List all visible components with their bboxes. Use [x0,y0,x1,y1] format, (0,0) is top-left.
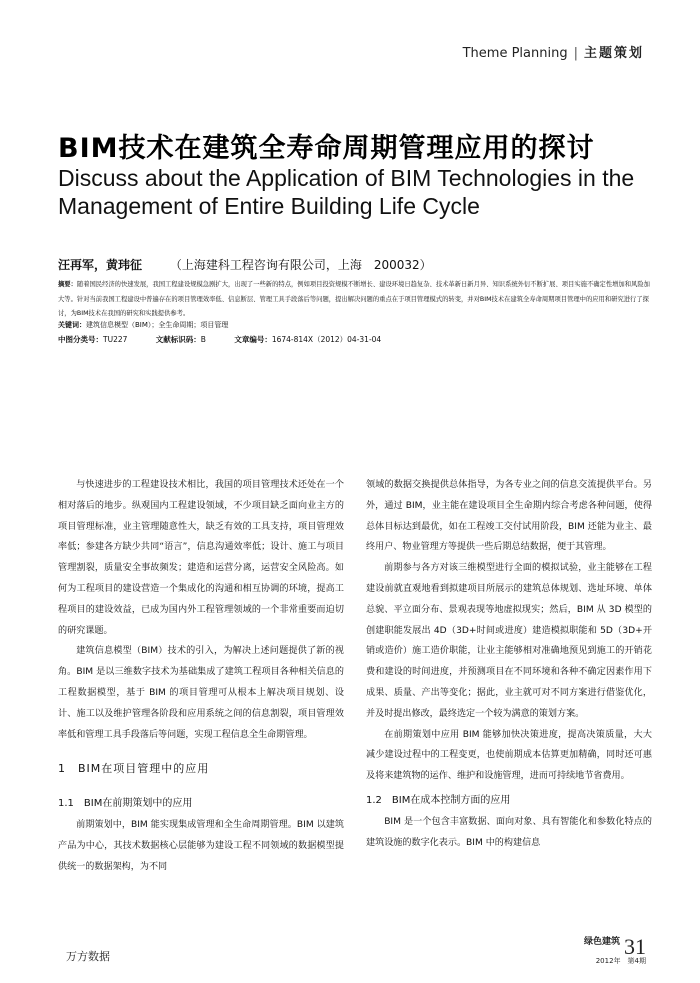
author-affiliation: （上海建科工程咨询有限公司，上海 200032） [169,258,432,272]
clc-label: 中图分类号： [58,335,103,344]
footer-journal-info [584,934,646,966]
article-title-zh: BIM技术在建筑全寿命周期管理应用的探讨 [58,133,595,164]
article-number-label: 文章编号： [234,335,272,344]
classification-line [58,334,654,345]
abstract [58,278,654,322]
page-number: 31 [624,934,646,959]
paragraph: BIM 是一个包含丰富数据、面向对象、具有智能化和参数化特点的建筑设施的数字化表示。BIM 中的构建信息 [366,816,652,848]
article-title-en [58,164,658,220]
body-column-left [58,475,344,877]
doc-code-label: 文献标识码： [155,335,201,344]
clc-value: TU227 [103,335,128,344]
author-line [58,256,432,273]
section-heading-1-2: 1.2 BIM在成本控制方面的应用 [366,794,511,806]
keywords-text: 建筑信息模型（BIM）；全生命周期；项目管理 [86,321,229,329]
section-name-en: Theme Planning [462,46,568,61]
article-number-value: 1674-814X（2012）04-31-04 [271,335,382,344]
paragraph: 领域的数据交换提供总体指导，为各专业之间的信息交流提供平台。另外，通过 BIM，业主能在建设项目全生命期内综合考虑各种问题，使得总体目标达到最优，如在工程竣工交付试用阶段，BIM 还能为业主、最终用户、物业管理方等提供一些后期总结数据，便于其管理。 [366,480,652,553]
journal-name: 绿色建筑 [583,937,620,947]
issue-info: 2012年 第4期 [595,957,646,965]
paragraph: 在前期策划中应用 BIM 能够加快决策进度，提高决策质量，大大减少建设过程中的工程变更，也使前期成本估算更加精确，同时还可惠及将来建筑物的运作、维护和设施管理，进而可持续地节省费用。 [366,729,652,782]
body-column-right [366,475,652,853]
doc-code-value: B [200,335,206,344]
running-header [463,42,644,61]
paragraph: 前期参与各方对该三维模型进行全面的模拟试验，业主能够在工程建设前就直观地看到拟建项目所展示的建筑总体规划、选址环境、单体总貌、平立面分布、景观表现等地虚拟现实；然后，BIM 从 3D 模型的创建职能发展出 4D（3D+时间或进度）建造模拟职能和 5D（3D+开销或造价）施工造价职能，让业主能够相对准确地预见到施工的开销花费和建设的时间进度，并预测项目在不同环境和各种不确定因素作用下成果、质量、产出等变化；据此，业主就可对不同方案进行借鉴优化，并及时提出修改，最终选定一个较为满意的策划方案。 [366,563,652,719]
abstract-text: 随着国民经济的快速发展，我国工程建设规模急剧扩大，出现了一些新的特点，例如项目投资规模不断增长、建设环境日趋复杂、技术革新日新月异、知识系统外衍不断扩展、项目实施不确定性增加和风险加大等。针对当前我国工程建设中普遍存在的项目管理效率低、信息断层、管理工具手段落后等问题，提出解决问题的重点在于项目管理模式的转变，并对BIM技术在建筑全寿命周期项目管理中的应用和研究进行了探讨，为BIM技术在我国的研究和实践提供参考。 [58,281,650,317]
title-en-line2: Management of Entire Building Life Cycle [58,193,480,219]
keywords-label: 关键词： [58,321,86,329]
section-name-zh: 主题策划 [583,46,644,61]
paragraph: 与快速进步的工程建设技术相比，我国的项目管理技术还处在一个相对落后的地步。纵观国内工程建设领域，不少项目缺乏面向业主方的项目管理标准，业主管理随意性大，缺乏有效的工具支持，项目管理效率低；参建各方缺少共同“语言”，信息沟通效率低；设计、施工与项目管理割裂，质量安全事故频发；建造和运营分离，运营安全风险高。如何为工程项目的建设营造一个集成化的沟通和相互协调的环境，提高工程项目的建设效益，已成为国内外工程管理领域的一个非常重要而迫切的研究课题。 [58,480,344,636]
section-heading-1: 1 BIM在项目管理中的应用 [58,762,210,776]
abstract-label: 摘要： [58,281,77,288]
keywords [58,320,654,330]
section-heading-1-1: 1.1 BIM在前期策划中的应用 [58,798,193,810]
title-en-line1: Discuss about the Application of BIM Technologies in the [58,165,635,191]
author-names: 汪再军，黄玮征 [58,258,143,272]
footer-source: 万方数据 [66,950,110,963]
paragraph: 前期策划中，BIM 能实现集成管理和全生命周期管理。BIM 以建筑产品为中心，其技术数据核心层能够为建设工程不同领域的数据模型提供统一的数据架构，为不同 [58,819,344,872]
header-separator: | [573,46,578,61]
paragraph: 建筑信息模型（BIM）技术的引入，为解决上述问题提供了新的视角。BIM 是以三维数字技术为基础集成了建筑工程项目各种相关信息的工程数据模型，基于 BIM 的项目管理可从根本上解决项目规划、设计、施工以及维护管理各阶段和应用系统之间的信息割裂，项目管理效率低和管理工具手段落后等问题，实现工程信息全生命期管理。 [58,646,344,740]
